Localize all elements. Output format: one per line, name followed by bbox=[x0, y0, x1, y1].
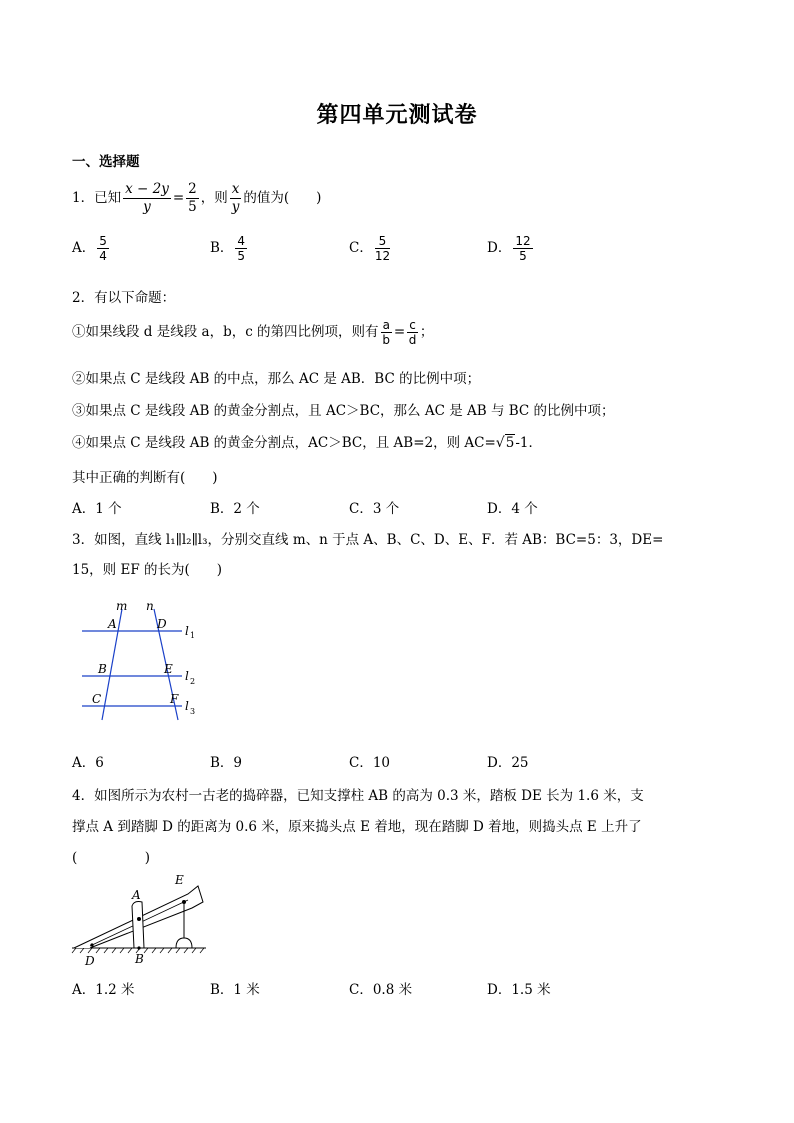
denominator: d bbox=[408, 333, 417, 347]
q2-statement-3: ③如果点 C 是线段 AB 的黄金分割点，且 AC＞BC，那么 AC 是 AB 与 BC 的比例中项； bbox=[72, 403, 615, 419]
q4-option-a[interactable]: A．1.2 米 bbox=[72, 982, 135, 998]
q4-option-b[interactable]: B．1 米 bbox=[210, 982, 260, 998]
q1-lhs-denominator: y bbox=[143, 199, 151, 215]
q2-s1-prefix: ①如果线段 d 是线段 a，b，c 的第四比例项，则有 bbox=[72, 324, 379, 340]
denominator: 4 bbox=[99, 249, 107, 263]
sqrt-sign: √ bbox=[495, 435, 505, 451]
denominator: 5 bbox=[237, 249, 246, 263]
q1-fraction-lhs bbox=[123, 181, 171, 216]
q4-pounder-figure bbox=[70, 872, 210, 967]
q1-fraction-rhs bbox=[186, 181, 199, 216]
q1-mid: ，则 bbox=[200, 190, 228, 206]
q1-rhs-denominator: 5 bbox=[188, 199, 197, 215]
point-D bbox=[90, 943, 93, 946]
q3-option-a[interactable]: A．6 bbox=[72, 755, 104, 771]
q2-option-b[interactable]: B．2 个 bbox=[210, 501, 260, 517]
q4-stem-line-3: ( ) bbox=[72, 850, 151, 866]
support-post bbox=[132, 902, 144, 949]
numerator: c bbox=[409, 318, 416, 332]
q1-suffix: 的值为( ) bbox=[243, 190, 322, 206]
section-heading: 一、选择题 bbox=[72, 154, 140, 170]
q1-prefix: 1．已知 bbox=[72, 190, 122, 206]
option-label: C． bbox=[349, 240, 373, 256]
q1-option-d[interactable] bbox=[487, 234, 535, 263]
denominator: 12 bbox=[374, 249, 391, 263]
label-C: C bbox=[92, 692, 102, 706]
question-1-stem bbox=[72, 181, 321, 216]
option-label: B． bbox=[210, 240, 234, 256]
q3-option-c[interactable]: C．10 bbox=[349, 755, 391, 771]
label-l2-sub: 2 bbox=[190, 677, 196, 686]
sqrt-radicand: 5 bbox=[505, 435, 515, 451]
q2-statement-2: ②如果点 C 是线段 AB 的中点，那么 AC 是 AB．BC 的比例中项； bbox=[72, 371, 481, 387]
q1-option-a[interactable] bbox=[72, 234, 111, 263]
denominator: b bbox=[382, 333, 391, 347]
q1-target-denominator: y bbox=[231, 199, 240, 215]
q2-s4-prefix: ④如果点 C 是线段 AB 的黄金分割点，AC＞BC，且 AB=2，则 AC= bbox=[72, 435, 496, 451]
label-B: B bbox=[135, 952, 144, 966]
pivot-A bbox=[137, 917, 141, 921]
label-A: A bbox=[108, 617, 117, 631]
q4-stem-line-2: 撑点 A 到踏脚 D 的距离为 0.6 米，原来捣头点 E 着地，现在踏脚 D 着地，则捣头点 E 上升了 bbox=[72, 819, 642, 835]
q1-option-c[interactable] bbox=[349, 234, 392, 263]
q2-ask: 其中正确的判断有( ) bbox=[72, 470, 218, 486]
point-B bbox=[137, 946, 140, 949]
label-l3: l bbox=[185, 699, 189, 713]
q2-option-d[interactable]: D．4 个 bbox=[487, 501, 538, 517]
option-fraction bbox=[97, 234, 109, 263]
q2-s1-suffix: ； bbox=[419, 324, 434, 340]
numerator: 4 bbox=[237, 234, 246, 248]
numerator: 5 bbox=[375, 234, 390, 249]
q4-option-c[interactable]: C．0.8 米 bbox=[349, 982, 413, 998]
label-D: D bbox=[157, 617, 167, 631]
label-E: E bbox=[175, 873, 184, 887]
label-D: D bbox=[85, 954, 95, 968]
q1-target-numerator: x bbox=[231, 181, 240, 197]
q3-parallel-lines-figure bbox=[80, 600, 210, 720]
label-m: m bbox=[116, 599, 128, 613]
q2-option-a[interactable]: A．1 个 bbox=[72, 501, 122, 517]
q1-option-b[interactable] bbox=[210, 234, 249, 263]
label-B: B bbox=[98, 662, 107, 676]
q2-s1-fraction-b bbox=[407, 318, 418, 347]
pounder-head bbox=[176, 938, 192, 948]
option-label: A． bbox=[72, 240, 96, 256]
q1-rhs-numerator: 2 bbox=[188, 181, 197, 197]
q2-statement-1 bbox=[72, 318, 433, 347]
q4-stem-line-1: 4．如图所示为农村一古老的捣碎器，已知支撑柱 AB 的高为 0.3 米，踏板 DE 长为 1.6 米，支 bbox=[72, 788, 644, 804]
q2-s1-fraction-a bbox=[381, 318, 392, 347]
label-l1: l bbox=[185, 624, 189, 638]
q3-stem-line-2: 15，则 EF 的长为( ) bbox=[72, 562, 223, 578]
q2-statement-4 bbox=[72, 431, 542, 451]
q2-option-c[interactable]: C．3 个 bbox=[349, 501, 400, 517]
q3-stem-line-1: 3．如图，直线 l₁∥l₂∥l₃，分别交直线 m、n 于点 A、B、C、D、E、F．若 AB：BC=5：3，DE= bbox=[72, 532, 664, 548]
q3-option-d[interactable]: D．25 bbox=[487, 755, 529, 771]
label-n: n bbox=[146, 599, 154, 613]
q1-fraction-target bbox=[230, 181, 242, 216]
q2-s4-suffix: -1． bbox=[515, 435, 542, 451]
denominator: 5 bbox=[519, 249, 527, 263]
label-l3-sub: 3 bbox=[190, 707, 196, 716]
label-E: E bbox=[164, 662, 173, 676]
q1-equals: = bbox=[172, 190, 185, 206]
point-E bbox=[182, 900, 186, 904]
option-fraction bbox=[513, 234, 532, 263]
numerator: a bbox=[382, 318, 390, 332]
q2-s1-equals: = bbox=[393, 324, 406, 340]
label-l1-sub: 1 bbox=[190, 631, 196, 640]
numerator: 5 bbox=[99, 234, 107, 248]
option-fraction bbox=[375, 234, 390, 263]
q3-option-b[interactable]: B．9 bbox=[210, 755, 243, 771]
numerator: 12 bbox=[515, 234, 531, 248]
label-F: F bbox=[170, 692, 179, 706]
label-l2: l bbox=[185, 669, 189, 683]
option-fraction bbox=[235, 234, 247, 263]
option-label: D． bbox=[487, 240, 512, 256]
question-2-stem: 2．有以下命题： bbox=[72, 290, 176, 306]
q4-option-d[interactable]: D．1.5 米 bbox=[487, 982, 551, 998]
q1-lhs-numerator: x − 2y bbox=[125, 181, 169, 197]
page-title: 第四单元测试卷 bbox=[316, 102, 478, 128]
label-A: A bbox=[132, 888, 141, 902]
